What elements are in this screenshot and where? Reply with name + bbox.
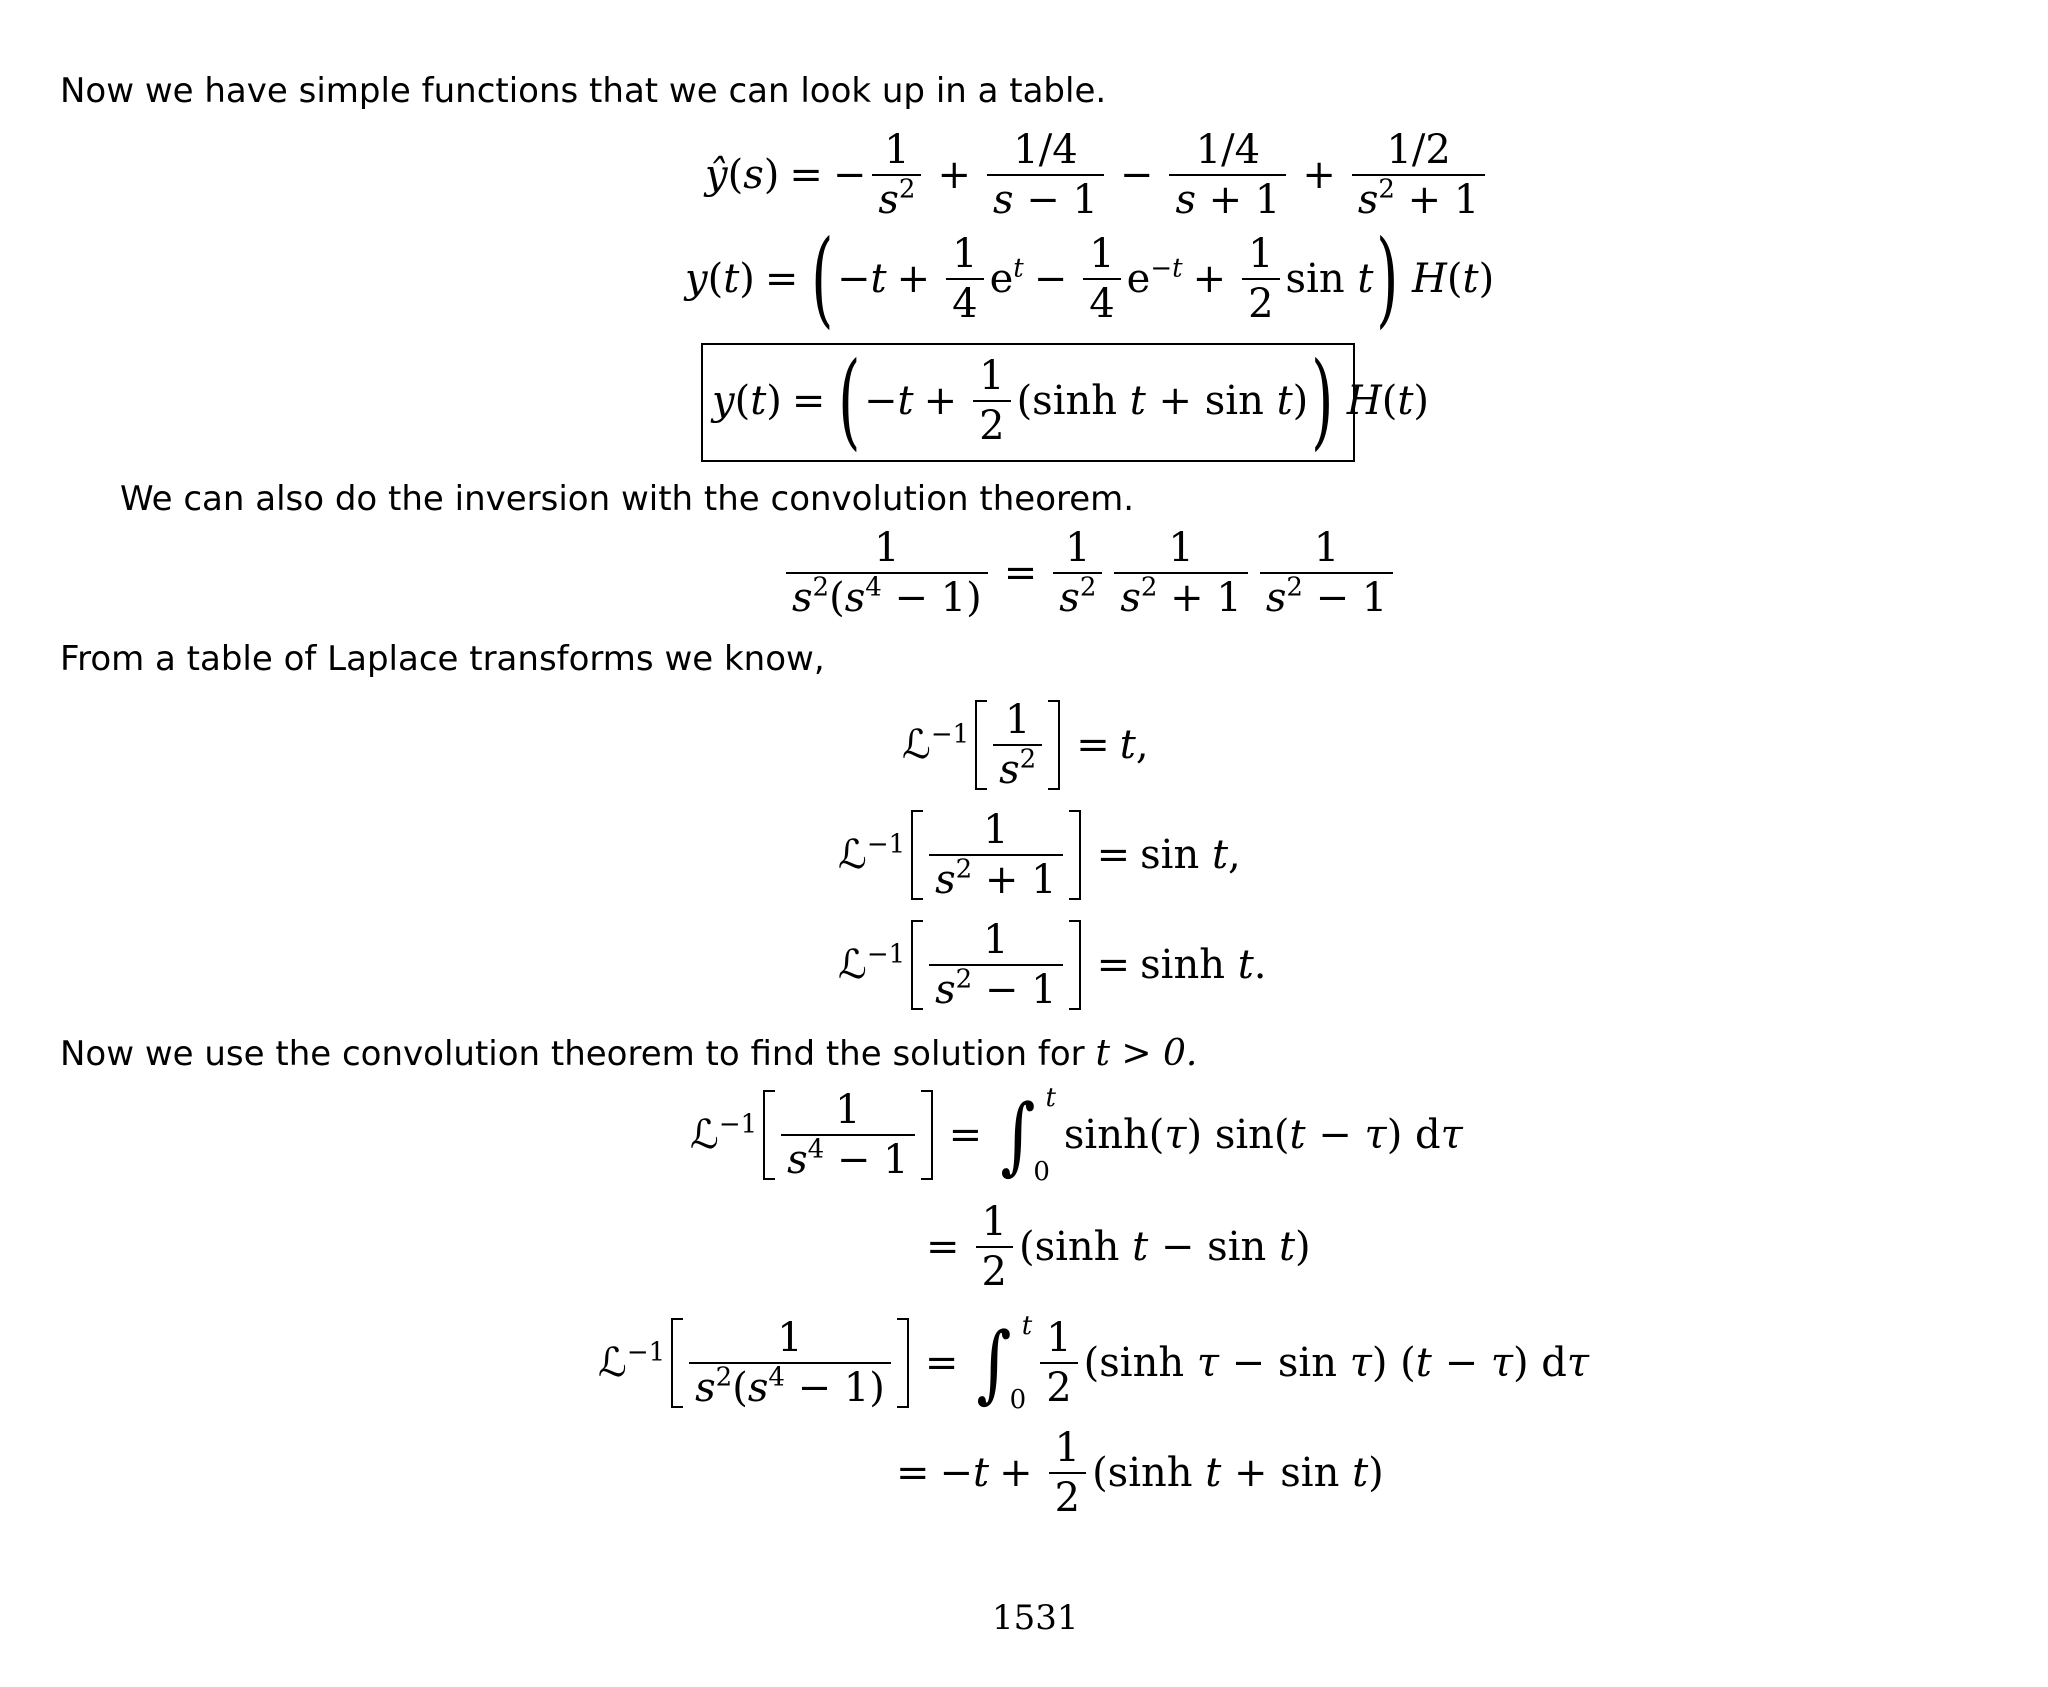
equation-convolution-step2-result: = −t + $\frac{1}{2}$ (sinh t + sin t) [896,1425,1384,1521]
page-number: 1531 [992,1598,1079,1638]
equation-convolution-step1-result: = $\frac{1}{2}$ (sinh t − sin t) [926,1199,1311,1295]
equation-y-of-t-expanded: y ( t ) = ( −t + $\frac{1}{4}$ $e^t$ − $\frac{1}{4}$ $e^{-t}$ + $\frac{1}{2}$ sin t ) H(t) [685,217,1495,339]
equation-inverse-sin: ℒ$^{-1}$ $\frac{1}{s^2 + 1}$ = sin t, [838,807,1241,903]
equation-inverse-1-over-s2: ℒ$^{-1}$ $\frac{1}{s^2}$ = t , [902,697,1149,793]
paragraph-convolution-solution [60,1033,1198,1074]
paragraph-simple-functions: Now we have simple functions that we can look up in a table. [60,71,1107,111]
equation-convolution-step2: ℒ$^{-1}$ $\frac{1}{s^2(s^4 - 1)}$ = ∫ t 0 $\frac{1}{2}$ (sinh τ − sin τ) (t − τ) dτ [598,1311,1590,1415]
paragraph-convolution-text: Now we use the convolution theorem to find the solution for [60,1034,1096,1074]
equation-inverse-sinh: ℒ$^{-1}$ $\frac{1}{s^2 - 1}$ = sinh t. [838,917,1267,1013]
paragraph-convolution-inversion: We can also do the inversion with the convolution theorem. [120,479,1135,519]
paragraph-convolution-condition: t > 0. [1095,1033,1198,1074]
equation-yhat-partial-fractions: ŷ ( s ) = − $\frac{1}{s^2}$ + $\frac{1/4}{s - 1}$ − $\frac{1/4}{s + 1}$ + $\frac{1/2}{s^2 + 1}$ [705,130,1491,220]
equation-y-of-t-final: y ( t ) = ( −t + $\frac{1}{2}$ (sinh t + sin t) ) H(t) [712,339,1430,461]
equation-factorization: $\frac{1}{s^2(s^4 - 1)}$ = $\frac{1}{s^2}$ $\frac{1}{s^2 + 1}$ $\frac{1}{s^2 - 1}$ [780,528,1399,618]
paragraph-laplace-table: From a table of Laplace transforms we know, [60,639,825,679]
equation-convolution-step1: ℒ$^{-1}$ $\frac{1}{s^4 - 1}$ = ∫ t 0 sinh(τ) sin(t − τ) dτ [690,1083,1463,1187]
